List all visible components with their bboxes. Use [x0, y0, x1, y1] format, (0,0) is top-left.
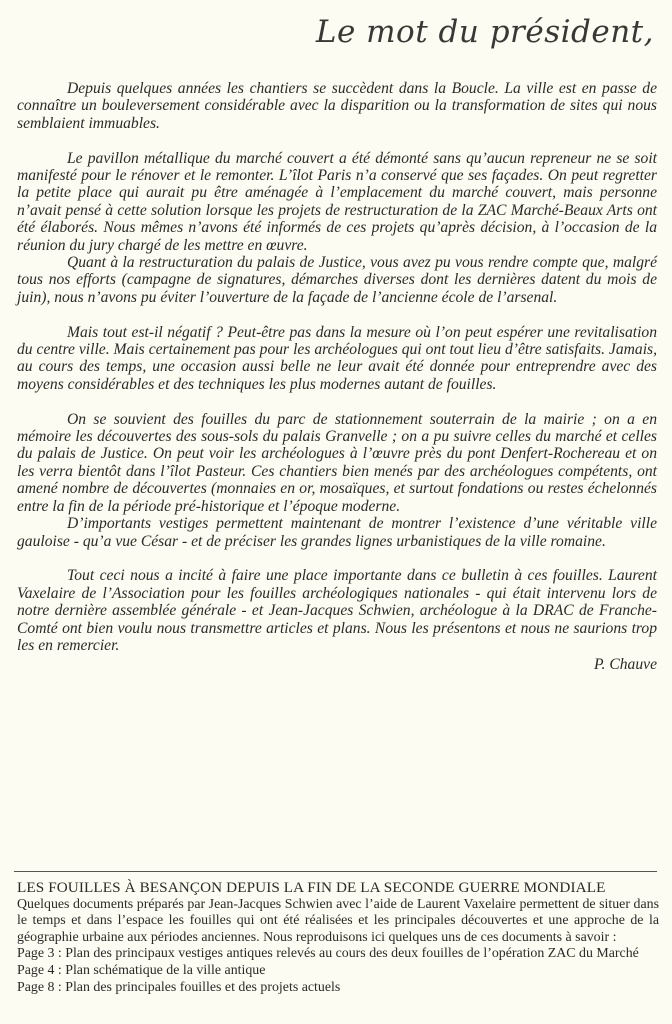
notice-intro: Quelques documents préparés par Jean-Jacques Schwien avec l’aide de Laurent Vaxelaire permettent de situer dans le temps et dans l’espace les fouilles qui ont été réalisées et les principales découvertes et une approche de la géographie urbaine aux périodes anciennes. Nous reproduisons ici quelques uns de ces documents à savoir :: [17, 896, 659, 945]
paragraph: Tout ceci nous a incité à faire une place importante dans ce bulletin à ces fouilles. Laurent Vaxelaire de l’Association pour les fouilles archéologiques nationales - qui était intervenu lors de notre dernière assemblée générale - et Jean-Jacques Schwien, archéologue à la DRAC de Franche-Comté ont bien voulu nous transmettre articles et plans. Nous les présentons et nous ne saurions trop les en remercier.: [17, 567, 657, 654]
page-reference: Page 8 : Plan des principales fouilles et des projets actuels: [17, 979, 341, 995]
excavations-notice: [17, 880, 659, 996]
paragraph: Mais tout est-il négatif ? Peut-être pas dans la mesure où l’on peut espérer une revitalisation du centre ville. Mais certainement pas pour les archéologues qui ont tout lieu d’être satisfaits. Jamais, au cours des temps, une occasion aussi belle ne leur avait été donnée pour entreprendre avec des moyens considérables et des techniques les plus modernes autant de fouilles.: [17, 323, 657, 393]
signature: P. Chauve: [594, 656, 657, 674]
president-letter: [17, 80, 657, 674]
divider: [14, 871, 657, 872]
notice-heading: LES FOUILLES À BESANÇON DEPUIS LA FIN DE LA SECONDE GUERRE MONDIALE: [17, 879, 606, 896]
paragraph: Depuis quelques années les chantiers se succèdent dans la Boucle. La ville est en passe de connaître un bouleversement considérable avec la disparition ou la transformation de sites qui nous semblaient immuables.: [17, 80, 657, 132]
page-reference: Page 4 : Plan schématique de la ville antique: [17, 962, 266, 978]
paragraph: Quant à la restructuration du palais de Justice, vous avez pu vous rendre compte que, malgré tous nos efforts (campagne de signatures, démarches diverses dont les dernières datent du mois de juin), nous n’avons pu éviter l’ouverture de la façade de l’ancienne école de l’arsenal.: [17, 254, 657, 306]
paragraph: Le pavillon métallique du marché couvert a été démonté sans qu’aucun repreneur ne se soit manifesté pour le rénover et le remonter. L’îlot Paris n’a conservé que ses façades. On peut regretter la petite place qui aurait pu être aménagée à l’emplacement du marché couvert, mais personne n’avait pensé à cette solution lorsque les projets de restructuration de la ZAC Marché-Beaux Arts ont été élaborés. Nous mêmes n’avons été informés de ces projets qu’après décision, à l’occasion de la réunion du jury chargé de les mettre en œuvre.: [17, 149, 657, 254]
page-reference: Page 3 : Plan des principaux vestiges antiques relevés au cours des deux fouilles de l’opération ZAC du Marché: [17, 946, 639, 962]
paragraph: On se souvient des fouilles du parc de stationnement souterrain de la mairie ; on a en mémoire les découvertes des sous-sols du palais Granvelle ; on a pu suivre celles du marché et celles du palais de Justice. On peut voir les archéologues à l’œuvre près du pont Denfert-Rochereau et on les verra bientôt dans l’îlot Pasteur. Ces chantiers bien menés par des archéologues compétents, ont amené nombre de découvertes (monnaies en or, mosaïques, et surtout fondations ou restes échelonnés entre la fin de la période pré-historique et l’époque moderne.: [17, 410, 657, 515]
page-title: Le mot du président,: [315, 14, 654, 50]
paragraph: D’importants vestiges permettent maintenant de montrer l’existence d’une véritable ville gauloise - qu’a vue César - et de préciser les grandes lignes urbanistiques de la ville romaine.: [17, 515, 657, 550]
